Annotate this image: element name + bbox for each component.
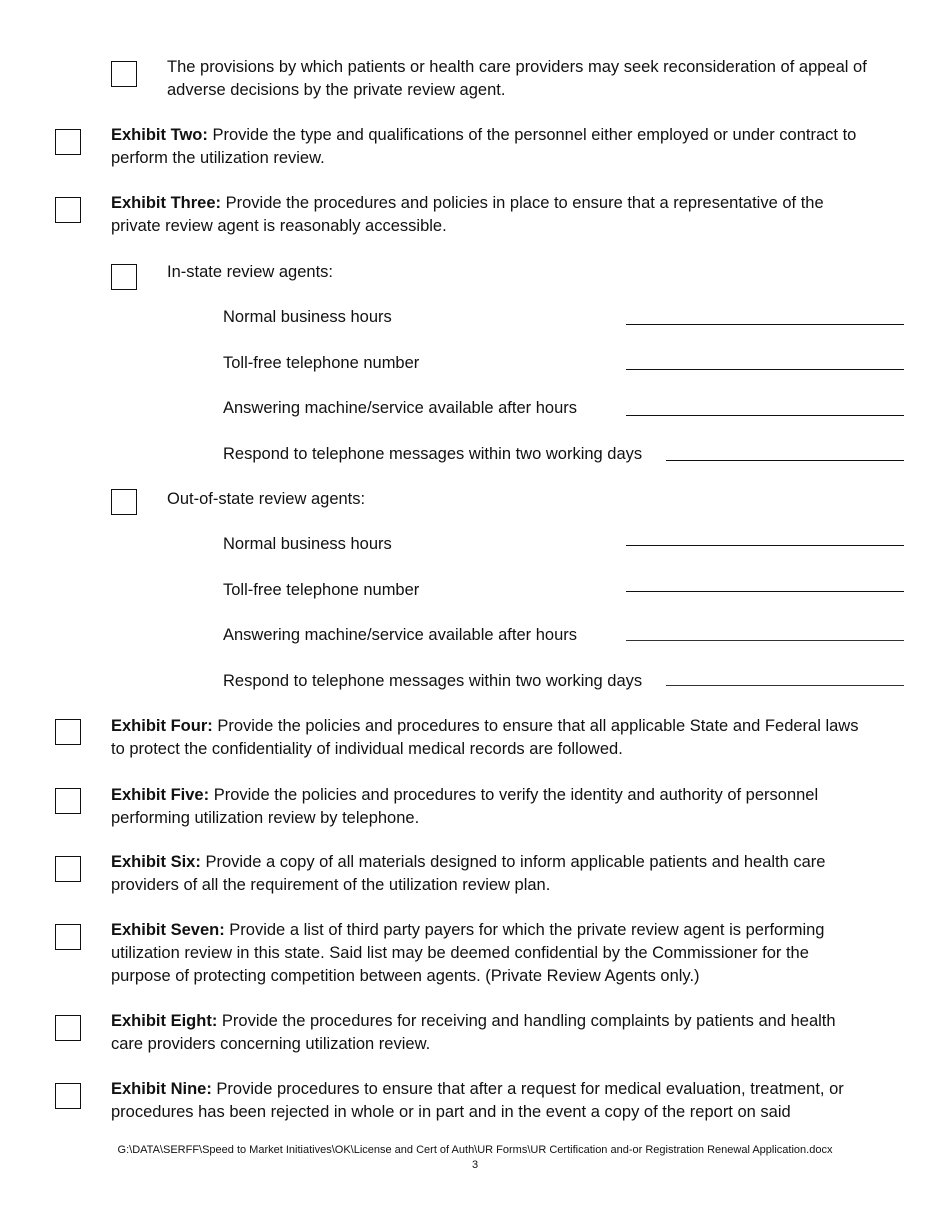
- out-state-field-label: Toll-free telephone number: [223, 581, 420, 599]
- provisions-text: The provisions by which patients or health care providers may seek reconsideration of appeal of adverse decisions by the private review agent.: [167, 58, 867, 99]
- in-state-hours-line[interactable]: [626, 324, 904, 325]
- in-state-field-label: Answering machine/service available after hours: [223, 399, 578, 417]
- exhibit-eight-checkbox[interactable]: [55, 1015, 81, 1041]
- exhibit-four-checkbox[interactable]: [55, 719, 81, 745]
- exhibit-seven-text: Exhibit Seven: Provide a list of third party payers for which the private review agent is performing utilization review in this state. Said list may be deemed confidential by the Commissioner for the purpose of protecting competition between agents. (Private Review Agents only.): [111, 921, 825, 985]
- out-state-hours-line[interactable]: [626, 545, 904, 546]
- footer-page-number: 3: [471, 1159, 479, 1171]
- out-state-answering-line[interactable]: [626, 640, 904, 641]
- exhibit-nine-text: Exhibit Nine: Provide procedures to ensure that after a request for medical evaluation, treatment, or procedures has been rejected in whole or in part and in the event a copy of the report on said: [111, 1080, 844, 1121]
- out-state-checkbox[interactable]: [111, 489, 137, 515]
- out-state-field-label: Normal business hours: [223, 535, 392, 553]
- exhibit-three-checkbox[interactable]: [55, 197, 81, 223]
- out-state-respond-line[interactable]: [666, 685, 904, 686]
- footer-file-path: G:\DATA\SERFF\Speed to Market Initiatives\OK\License and Cert of Auth\UR Forms\UR Certification and-or Registration Renewal Application.docx: [117, 1144, 833, 1156]
- exhibit-six-checkbox[interactable]: [55, 856, 81, 882]
- exhibit-five-text: Exhibit Five: Provide the policies and procedures to verify the identity and authority of personnel performing utilization review by telephone.: [111, 786, 819, 827]
- in-state-field-label: Toll-free telephone number: [223, 354, 420, 372]
- out-state-phone-line[interactable]: [626, 591, 904, 592]
- exhibit-eight-text: Exhibit Eight: Provide the procedures for receiving and handling complaints by patients and health care providers concerning utilization review.: [111, 1012, 836, 1053]
- in-state-phone-line[interactable]: [626, 369, 904, 370]
- exhibit-two-checkbox[interactable]: [55, 129, 81, 155]
- in-state-checkbox[interactable]: [111, 264, 137, 290]
- in-state-field-label: Normal business hours: [223, 308, 392, 326]
- in-state-respond-line[interactable]: [666, 460, 904, 461]
- out-state-field-label: Answering machine/service available after hours: [223, 626, 578, 644]
- exhibit-four-text: Exhibit Four: Provide the policies and procedures to ensure that all applicable State and Federal laws to protect the confidentiality of individual medical records are followed.: [111, 717, 859, 758]
- exhibit-seven-checkbox[interactable]: [55, 924, 81, 950]
- exhibit-three-text: Exhibit Three: Provide the procedures and policies in place to ensure that a representative of the private review agent is reasonably accessible.: [111, 194, 824, 235]
- provisions-checkbox[interactable]: [111, 61, 137, 87]
- out-state-label: Out-of-state review agents:: [167, 490, 366, 508]
- exhibit-six-text: Exhibit Six: Provide a copy of all materials designed to inform applicable patients and health care providers of all the requirement of the utilization review plan.: [111, 853, 826, 894]
- in-state-field-label: Respond to telephone messages within two working days: [223, 445, 643, 463]
- out-state-field-label: Respond to telephone messages within two working days: [223, 672, 643, 690]
- exhibit-nine-checkbox[interactable]: [55, 1083, 81, 1109]
- exhibit-five-checkbox[interactable]: [55, 788, 81, 814]
- in-state-answering-line[interactable]: [626, 415, 904, 416]
- in-state-label: In-state review agents:: [167, 263, 333, 281]
- exhibit-two-text: Exhibit Two: Provide the type and qualifications of the personnel either employed or under contract to perform the utilization review.: [111, 126, 857, 167]
